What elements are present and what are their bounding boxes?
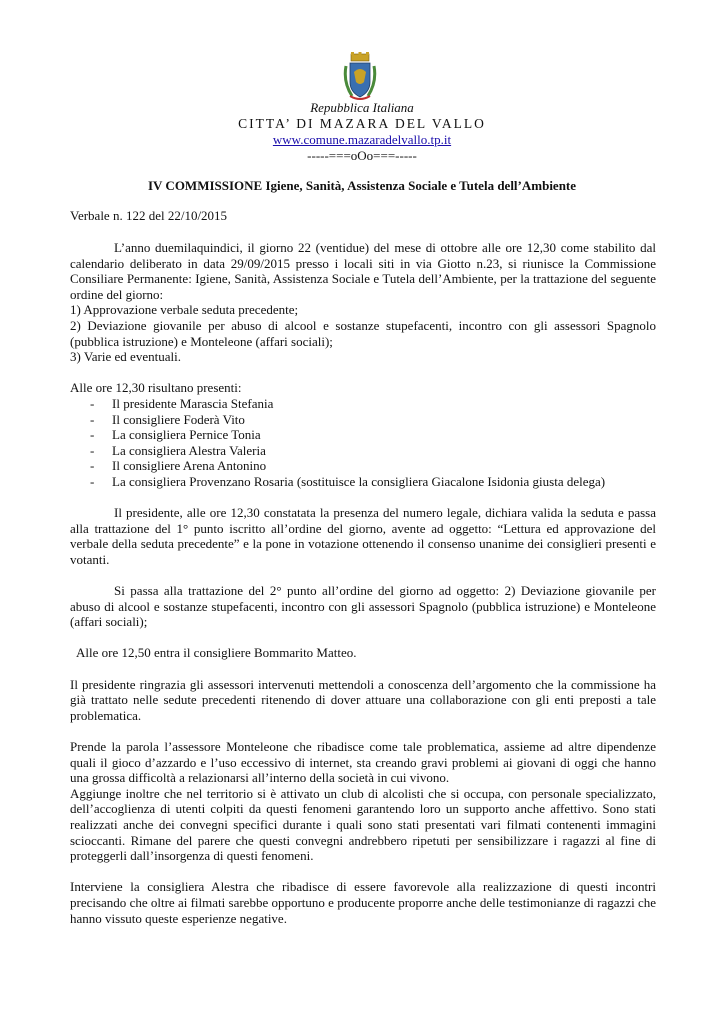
intro-paragraph: L’anno duemilaquindici, il giorno 22 (ventidue) del mese di ottobre alle ore 12,30 come stabilito dal calendario deliberato in data 29/09/2015 presso i locali siti in via Giotto n.23, si riunisce la Commissione Consiliare Permanente: Igiene, Sanità, Assistenza Sociale e Tutela dell’Ambiente, per la trattazione del seguente ordine del giorno: (70, 240, 656, 302)
attendee-item: - Il consigliere Foderà Vito (90, 411, 245, 427)
city-heading: CITTA’ DI MAZARA DEL VALLO (238, 116, 486, 131)
header-separator: -----===oOo===----- (307, 148, 417, 163)
agenda-item-1: 1) Approvazione verbale seduta precedente; (70, 302, 299, 318)
attendee-item: - Il presidente Marascia Stefania (90, 395, 274, 411)
paragraph-first-point: Il presidente, alle ore 12,30 constatata la presenza del numero legale, dichiara valida la seduta e passa alla trattazione del 1° punto iscritto all’ordine del giorno, avente ad oggetto: “Lettura ed approvazione del verbale della seduta precedente” e la pone in votazione ottenendo il consenso unanime dei consiglieri presenti e votanti. (70, 505, 656, 567)
document-body (70, 240, 656, 926)
paragraph-monteleone: Prende la parola l’assessore Monteleone che ribadisce come tale problematica, assieme ad altre dipendenze quali il gioco d’azzardo e l’uso eccessivo di internet, sta creando gravi problemi ai giovani di oggi che hanno una grossa difficoltà a relazionarsi all’interno della società in cui vivono. (70, 739, 656, 786)
agenda-item-2: 2) Deviazione giovanile per abuso di alcool e sostanze stupefacenti, incontro con gli assessori Spagnolo (pubblica istruzione) e Monteleone (affari sociali); (70, 317, 656, 349)
municipal-coat-of-arms-icon (342, 52, 378, 102)
document-title: IV COMMISSIONE Igiene, Sanità, Assistenza Sociale e Tutela dell’Ambiente (147, 178, 577, 193)
website-link[interactable]: www.comune.mazaradelvallo.tp.it (272, 132, 452, 147)
agenda-item-3: 3) Varie ed eventuali. (70, 349, 181, 365)
paragraph-alestra: Interviene la consigliera Alestra che ribadisce di essere favorevole alla realizzazione di questi incontri precisando che oltre ai filmati sarebbe opportuno e producente proporre anche delle testimonianze di ragazzi che hanno vissuto queste esperienze negative. (70, 879, 656, 926)
attendee-item: - La consigliera Alestra Valeria (90, 442, 266, 458)
paragraph-club: Aggiunge inoltre che nel territorio si è attivato un club di alcolisti che si occupa, con personale specializzato, dell’accoglienza di utenti colpiti da questi fenomeni garantendo loro un supporto anche affettivo. Sono stati realizzati anche dei convegni specifici durante i quali sono stati presentati vari filmati contenenti immagini scioccanti. Rimane del parere che questi convegni andrebbero ripetuti per sensibilizzare i ragazzi al fine di proteggerli dall’insorgenza di questi fenomeni. (70, 785, 656, 864)
attendee-item: - La consigliera Provenzano Rosaria (sostituisce la consigliera Giacalone Isidonia giusta delega) (90, 473, 606, 489)
attendee-list (70, 396, 656, 490)
presence-intro: Alle ore 12,30 risultano presenti: (70, 380, 242, 396)
paragraph-president: Il presidente ringrazia gli assessori intervenuti mettendoli a conoscenza dell’argomento che la commissione ha già trattato nelle sedute precedenti ritenendo di dover attuare una collaborazione con gli enti preposti a tale problematica. (70, 676, 656, 723)
republic-heading: Repubblica Italiana (310, 100, 414, 115)
attendee-item: - Il consigliere Arena Antonino (90, 458, 267, 474)
paragraph-entry: Alle ore 12,50 entra il consigliere Bommarito Matteo. (76, 645, 357, 661)
attendee-item: - La consigliera Pernice Tonia (90, 427, 261, 443)
paragraph-second-point: Si passa alla trattazione del 2° punto all’ordine del giorno ad oggetto: 2) Deviazione giovanile per abuso di alcool e sostanze stupefacenti, incontro con gli assessori Spagnolo (pubblica istruzione) e Monteleone (affari sociali); (70, 583, 656, 630)
verbale-number: Verbale n. 122 del 22/10/2015 (70, 208, 228, 223)
